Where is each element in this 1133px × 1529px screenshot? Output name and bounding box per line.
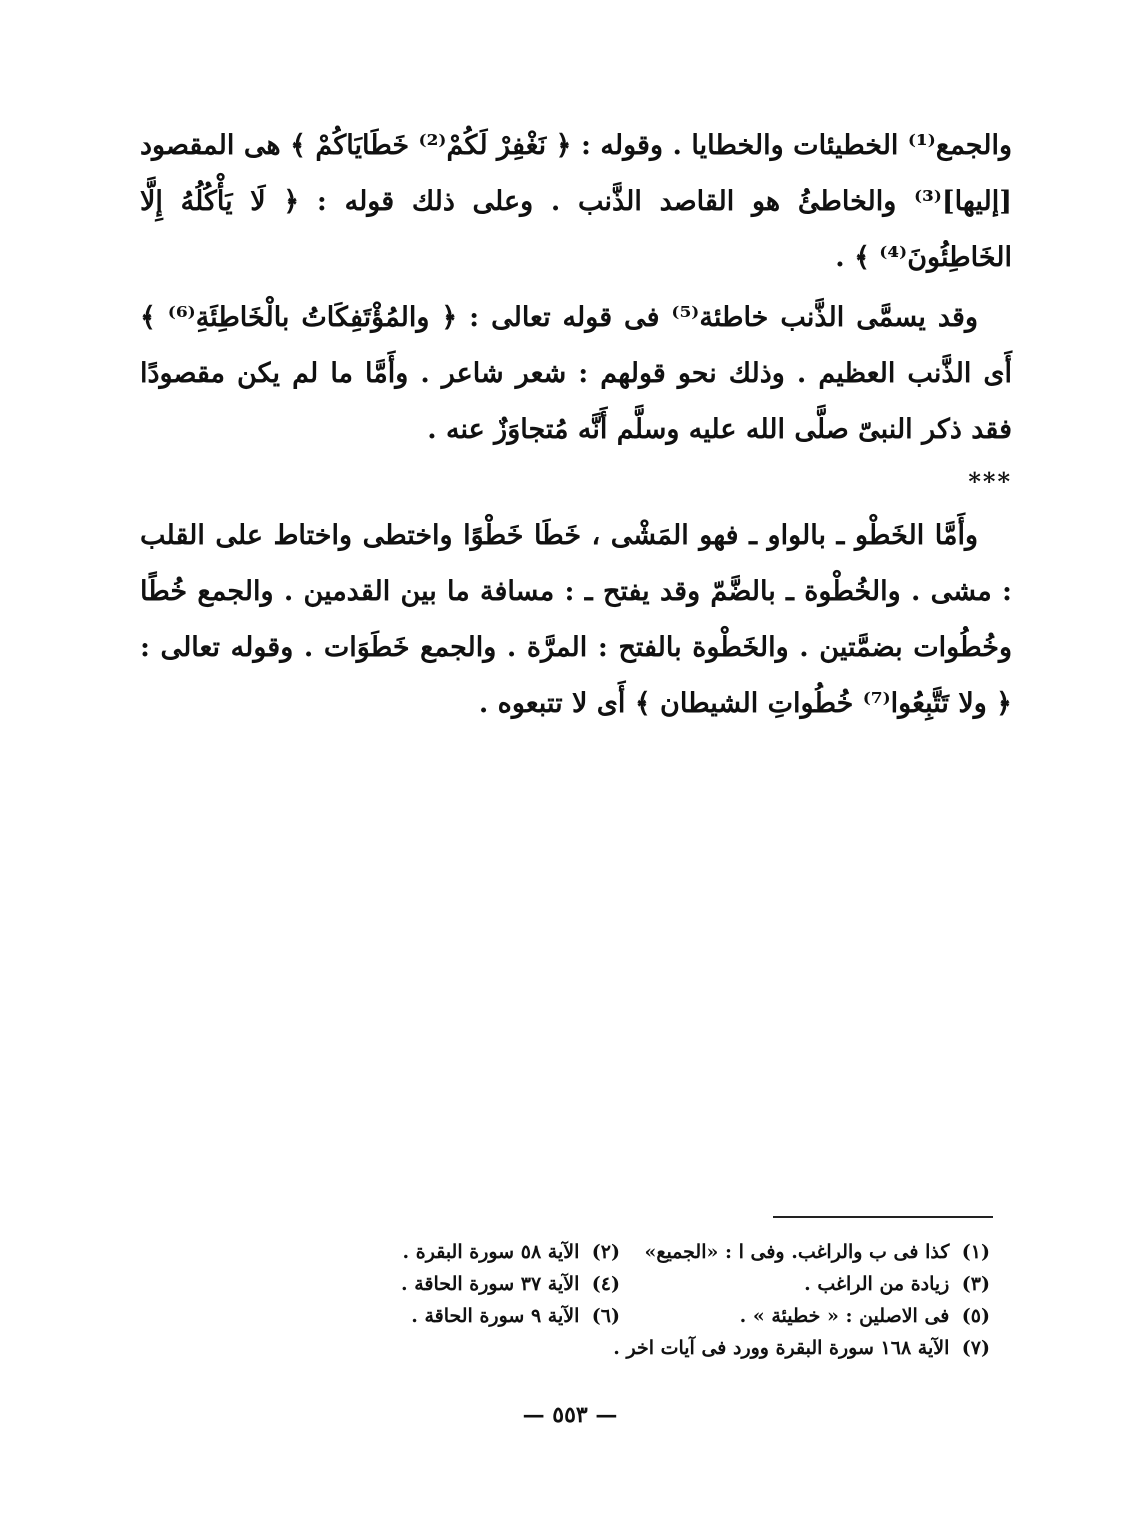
footnote-text: الآية ٩ سورة الحاقة . xyxy=(411,1305,580,1327)
footnote-number: (٤) xyxy=(591,1273,620,1295)
paragraph-3: وأَمَّا الخَطْو ـ بالواو ـ فهو المَشْى ، خَطَا خَطْوًا واختطى واختاط على القلب : مشى . والخُطْوة ـ بالضَّمّ وقد يفتح ـ : مسافة ما بين القدمين . والجمع خُطًا وخُطُوات بضمَّتين . والخَطْوة بالفتح : المرَّة . والجمع خَطَوَات . وقوله تعالى : ﴿ ولا تَتَّبِعُوا⁽⁷⁾ خُطُواتِ الشيطان ﴾ أَى لا تتبعوه . xyxy=(140,520,1012,719)
footnote-text: الآية ١٦٨ سورة البقرة وورد فى آيات اخر . xyxy=(613,1337,950,1359)
paragraph-2: وقد يسمَّى الذَّنب خاطئة⁽⁵⁾ فى قوله تعالى : ﴿ والمُؤْتَفِكَاتُ بالْخَاطِئَةِ⁽⁶⁾ ﴾ أَى الذَّنب العظيم . وذلك نحو قولهم : شعر شاعر . وأَمَّا ما لم يكن مقصودًا فقد ذكر النبىّ صلَّى الله عليه وسلَّم أَنَّه مُتجاوَزٌ عنه . xyxy=(140,302,1012,445)
main-text xyxy=(140,118,1012,736)
footnote-text: زيادة من الراغب . xyxy=(804,1273,950,1295)
footnote-5 xyxy=(620,1300,990,1332)
footnote-7 xyxy=(613,1332,990,1364)
paragraph-1: والجمع⁽¹⁾ الخطيئات والخطايا . وقوله : ﴿ نَغْفِرْ لَكُمْ⁽²⁾ خَطَايَاكُمْ ﴾ هى المقصود [إليها]⁽³⁾ والخاطئُ هو القاصد الذَّنب . وعلى ذلك قوله : ﴿ لَا يَأْكُلُهُ إِلَّا الخَاطِئُونَ⁽⁴⁾ ﴾ . xyxy=(140,130,1012,273)
footnote-text: الآية ٥٨ سورة البقرة . xyxy=(402,1241,580,1263)
footnote-number: (١) xyxy=(961,1241,990,1263)
footnote-row xyxy=(250,1268,990,1300)
footnote-6 xyxy=(411,1300,620,1332)
section-separator: *** xyxy=(968,467,1012,496)
footnote-number: (٥) xyxy=(961,1305,990,1327)
footnote-text: كذا فى ب والراغب. وفى ا : «الجميع» xyxy=(644,1241,950,1263)
footnote-4 xyxy=(401,1268,620,1300)
footnote-text: فى الاصلين : « خطيئة » . xyxy=(739,1305,950,1327)
footnotes xyxy=(250,1236,990,1364)
footnote-number: (٦) xyxy=(591,1305,620,1327)
footnote-1 xyxy=(620,1236,990,1268)
footnote-number: (٢) xyxy=(591,1241,620,1263)
footnote-text: الآية ٣٧ سورة الحاقة . xyxy=(401,1273,580,1295)
footnote-divider xyxy=(773,1216,993,1218)
page-number: — ٥٥٣ — xyxy=(522,1402,618,1428)
footnote-row xyxy=(250,1236,990,1268)
footnote-3 xyxy=(620,1268,990,1300)
footnote-row xyxy=(250,1332,990,1364)
footnote-2 xyxy=(403,1236,620,1268)
footnote-row xyxy=(250,1300,990,1332)
footnote-number: (٧) xyxy=(961,1337,990,1359)
footnote-number: (٣) xyxy=(961,1273,990,1295)
